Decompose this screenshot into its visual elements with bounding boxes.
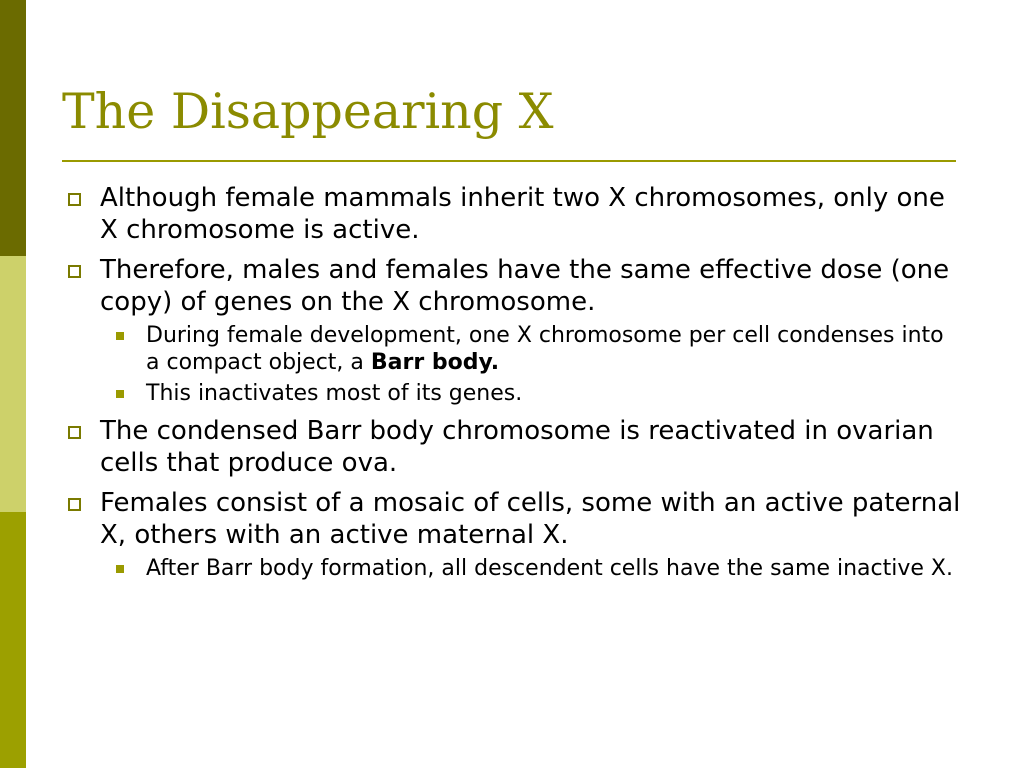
hollow-square-icon [68, 193, 81, 206]
filled-square-icon [116, 332, 124, 340]
bullet-text: Therefore, males and females have the same effective dose (one copy) of genes on the X chromosome. [100, 255, 950, 317]
hollow-square-icon [68, 426, 81, 439]
hollow-square-icon [68, 265, 81, 278]
bullet-item [62, 415, 962, 479]
bullet-item [62, 254, 962, 407]
barr-body-term: Barr body. [370, 350, 500, 375]
bullet-list [62, 182, 962, 590]
sidebar-band-middle [0, 256, 26, 512]
bullet-item [62, 487, 962, 582]
sub-bullet-item [100, 322, 962, 376]
sidebar-band-top [0, 0, 26, 256]
hollow-square-icon [68, 498, 81, 511]
sub-bullet-list [100, 555, 962, 582]
sub-bullet-text: After Barr body formation, all descendent cells have the same inactive X. [146, 556, 953, 581]
sub-bullet-text: During female development, one X chromosome per cell condenses into a compact object, a [146, 323, 944, 375]
filled-square-icon [116, 390, 124, 398]
bullet-text: The condensed Barr body chromosome is reactivated in ovarian cells that produce ova. [100, 416, 934, 478]
sub-bullet-item [100, 555, 962, 582]
sub-bullet-list [100, 322, 962, 407]
sub-bullet-text: This inactivates most of its genes. [146, 381, 523, 406]
filled-square-icon [116, 565, 124, 573]
slide-title: The Disappearing X [62, 83, 554, 140]
sub-bullet-item [100, 380, 962, 407]
bullet-text: Females consist of a mosaic of cells, some with an active paternal X, others with an active maternal X. [100, 488, 961, 550]
bullet-item [62, 182, 962, 246]
title-underline [62, 160, 956, 162]
bullet-text: Although female mammals inherit two X chromosomes, only one X chromosome is active. [100, 183, 945, 245]
sidebar-band-bottom [0, 512, 26, 768]
